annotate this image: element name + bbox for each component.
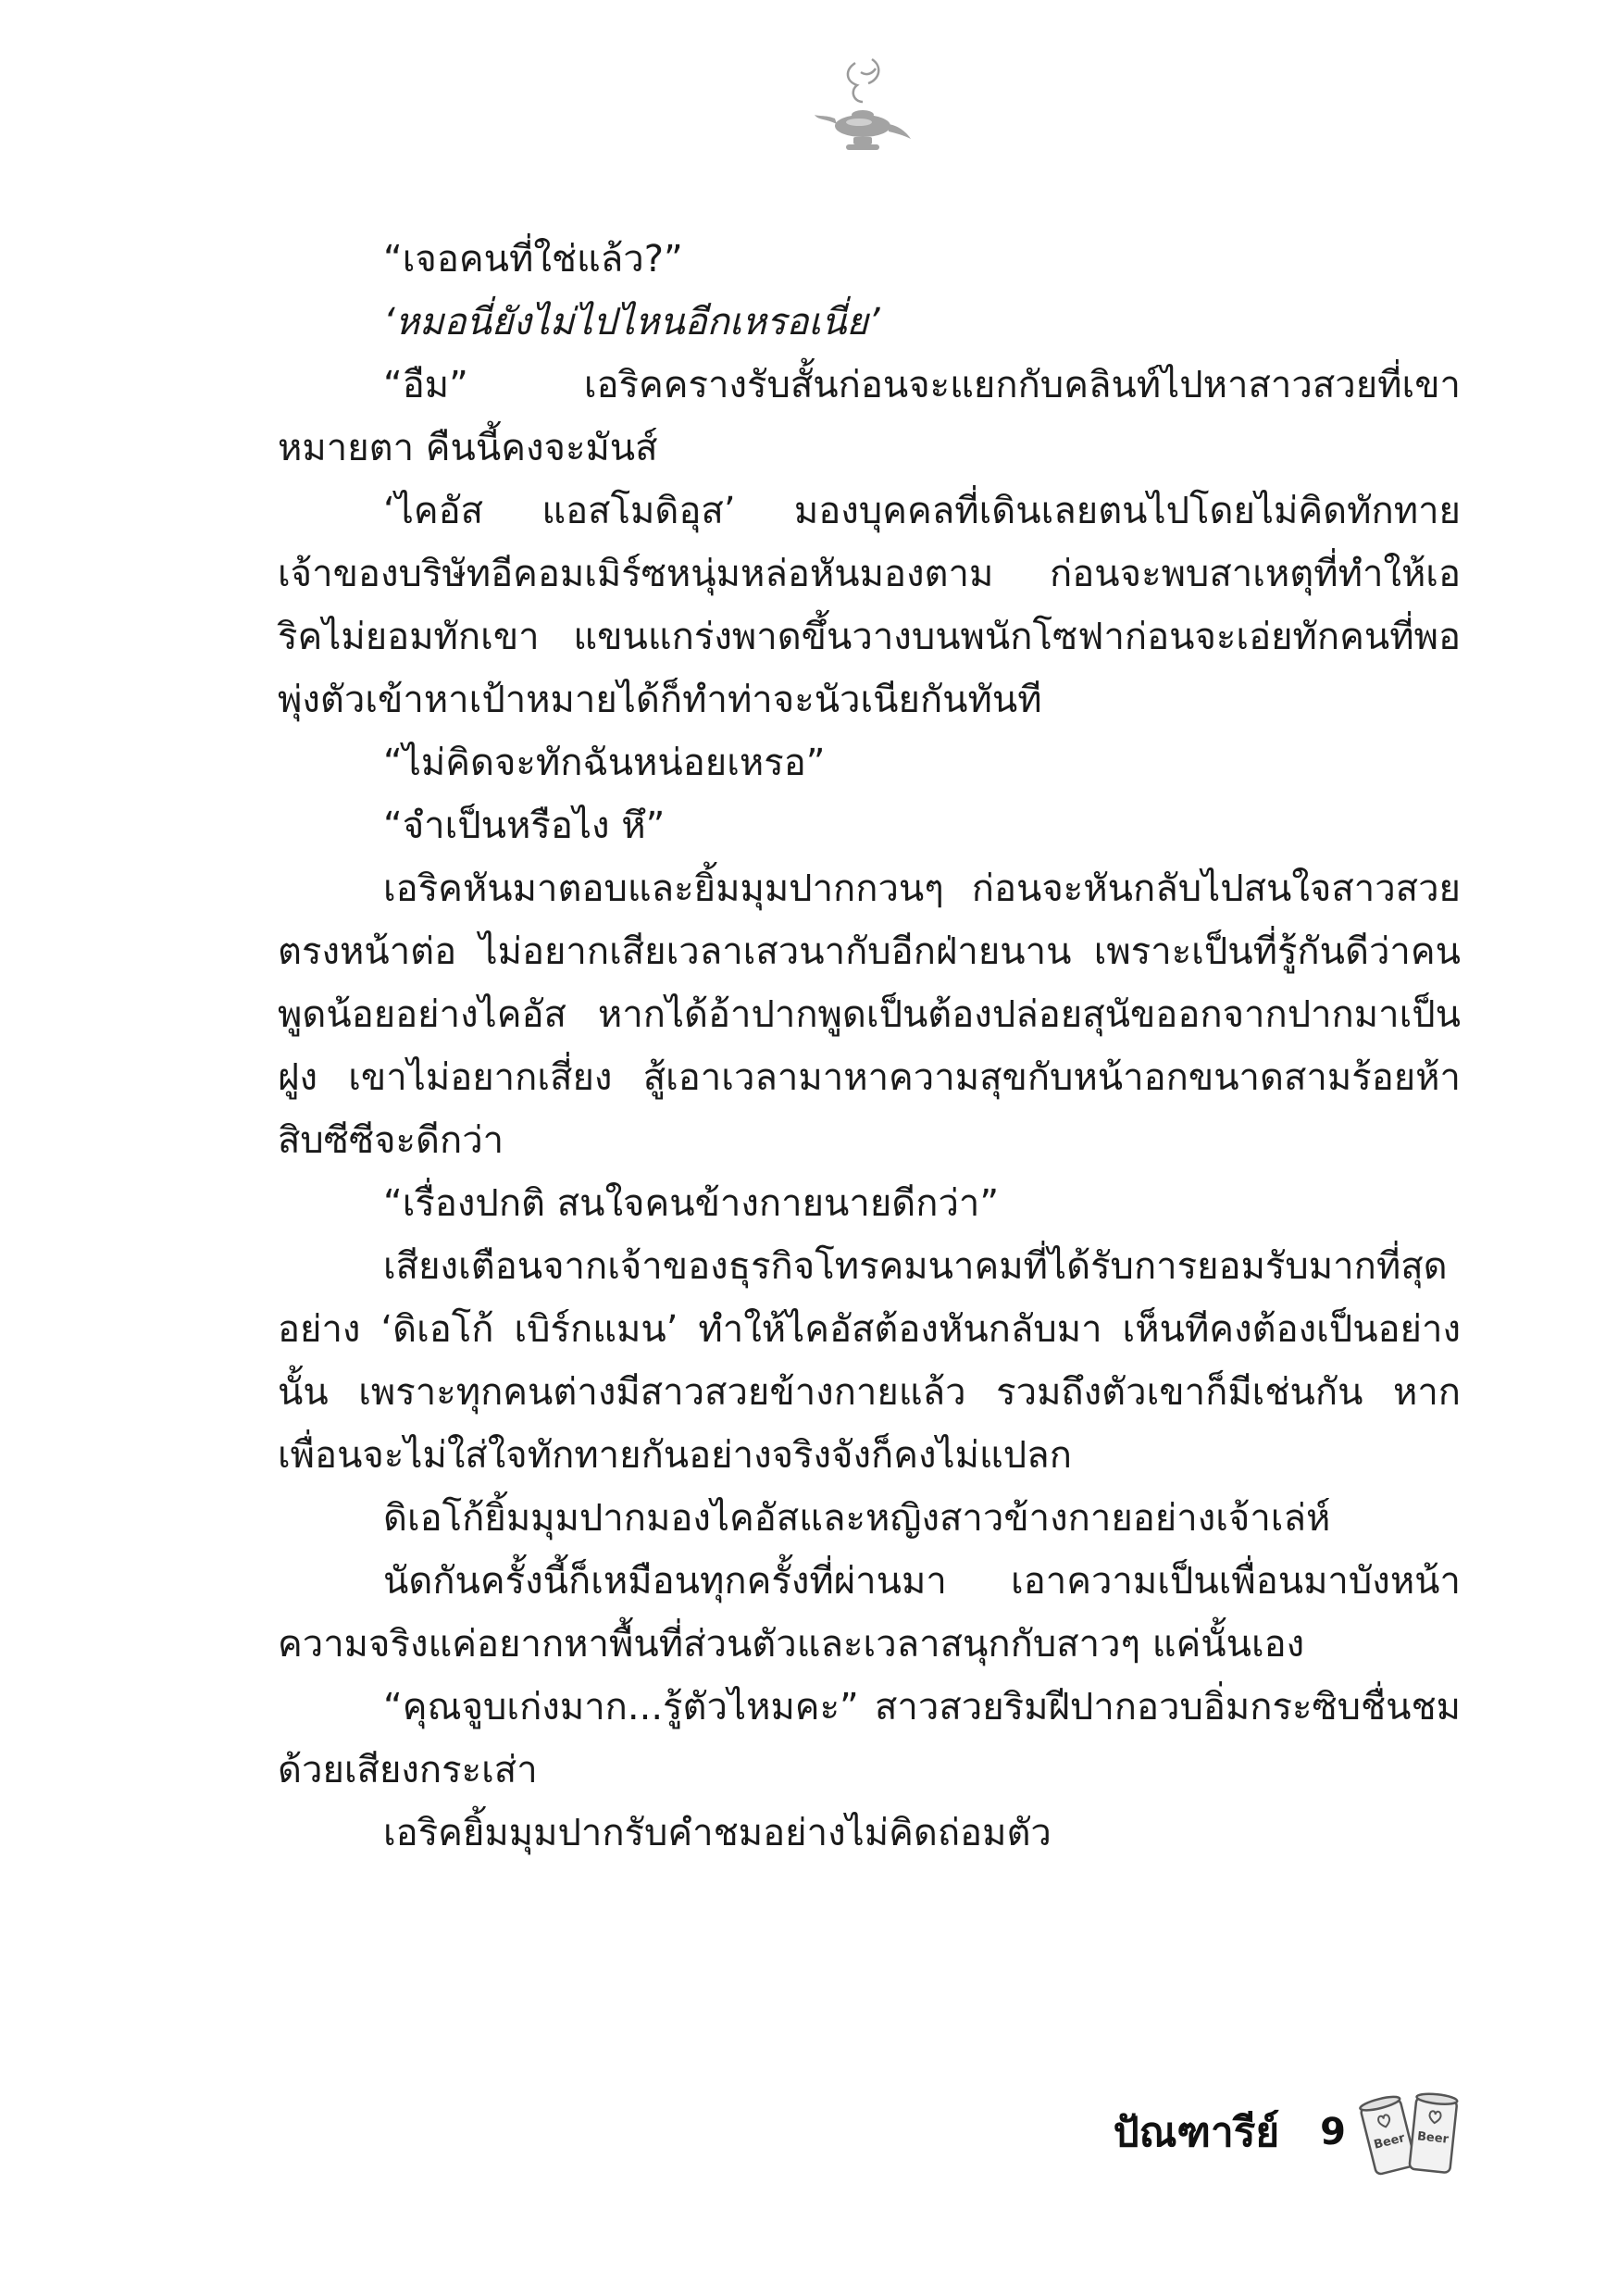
author-name: ปัณฑารีย์ bbox=[1113, 2109, 1280, 2156]
logo-text-left: Beer bbox=[1372, 2130, 1407, 2152]
paragraph-thought: ‘หมอนี่ยังไม่ไปไหนอีกเหรอเนี่ย’ bbox=[383, 301, 880, 343]
paragraph: “เรื่องปกติ สนใจคนข้างกายนายดีกว่า” bbox=[383, 1182, 1000, 1225]
paragraph: “ไม่คิดจะทักฉันหน่อยเหรอ” bbox=[383, 742, 826, 784]
paragraph: เอริคยิ้มมุมปากรับคำชมอย่างไม่คิดถ่อมตัว bbox=[383, 1812, 1052, 1854]
paragraph: “เจอคนที่ใช่แล้ว?” bbox=[383, 238, 683, 281]
page-footer bbox=[1114, 2081, 1461, 2183]
beer-cans-logo-icon bbox=[1359, 2086, 1461, 2178]
paragraph: “จำเป็นหรือไง หึ” bbox=[383, 805, 666, 847]
genie-lamp-icon bbox=[807, 54, 918, 165]
paragraph: นัดกันครั้งนี้ก็เหมือนทุกครั้งที่ผ่านมา เอาความเป็นเพื่อนมาบังหน้า ความจริงแค่อยากหาพื้นที่ส่วนตัวและเวลาสนุกกับสาวๆ แค่นั้นเอง bbox=[278, 1560, 1461, 1666]
paragraph: ดิเอโก้ยิ้มมุมปากมองไคอัสและหญิงสาวข้างกายอย่างเจ้าเล่ห์ bbox=[383, 1497, 1331, 1540]
paragraph: เอริคหันมาตอบและยิ้มมุมปากกวนๆ ก่อนจะหันกลับไปสนใจสาวสวยตรงหน้าต่อ ไม่อยากเสียเวลาเสวนากับอีกฝ่ายนาน เพราะเป็นที่รู้กันดีว่าคนพูดน้อยอย่างไคอัส หากได้อ้าปากพูดเป็นต้องปล่อยสุนัขออกจากปากมาเป็นฝูง เขาไม่อยากเสี่ยง สู้เอาเวลามาหาความสุขกับหน้าอกขนาดสามร้อยห้าสิบซีซีจะดีกว่า bbox=[278, 867, 1461, 1162]
paragraph: ‘ไคอัส แอสโมดิอุส’ มองบุคคลที่เดินเลยตนไปโดยไม่คิดทักทาย เจ้าของบริษัทอีคอมเมิร์ซหนุ่มหล่อหันมองตาม ก่อนจะพบสาเหตุที่ทำให้เอริคไม่ยอมทักเขา แขนแกร่งพาดขึ้นวางบนพนักโซฟาก่อนจะเอ่ยทักคนที่พอพุ่งตัวเข้าหาเป้าหมายได้ก็ทำท่าจะนัวเนียกันทันที bbox=[278, 490, 1461, 721]
paragraph: เสียงเตือนจากเจ้าของธุรกิจโทรคมนาคมที่ได้รับการยอมรับมากที่สุดอย่าง ‘ดิเอโก้ เบิร์กแมน’ ทำให้ไคอัสต้องหันกลับมา เห็นทีคงต้องเป็นอย่างนั้น เพราะทุกคนต่างมีสาวสวยข้างกายแล้ว รวมถึงตัวเขาก็มีเช่นกัน หากเพื่อนจะไม่ใส่ใจทักทายกันอย่างจริงจังก็คงไม่แปลก bbox=[278, 1245, 1461, 1477]
paragraph: “คุณจูบเก่งมาก...รู้ตัวไหมคะ” สาวสวยริมฝีปากอวบอิ่มกระซิบชื่นชมด้วยเสียงกระเส่า bbox=[278, 1686, 1461, 1791]
chapter-text bbox=[278, 228, 1461, 1865]
logo-text-right: Beer bbox=[1416, 2129, 1450, 2147]
paragraph: “อืม” เอริคครางรับสั้นก่อนจะแยกกับคลินท์ไปหาสาวสวยที่เขาหมายตา คืนนี้คงจะมันส์ bbox=[278, 364, 1461, 469]
page-number: 9 bbox=[1320, 2111, 1346, 2153]
